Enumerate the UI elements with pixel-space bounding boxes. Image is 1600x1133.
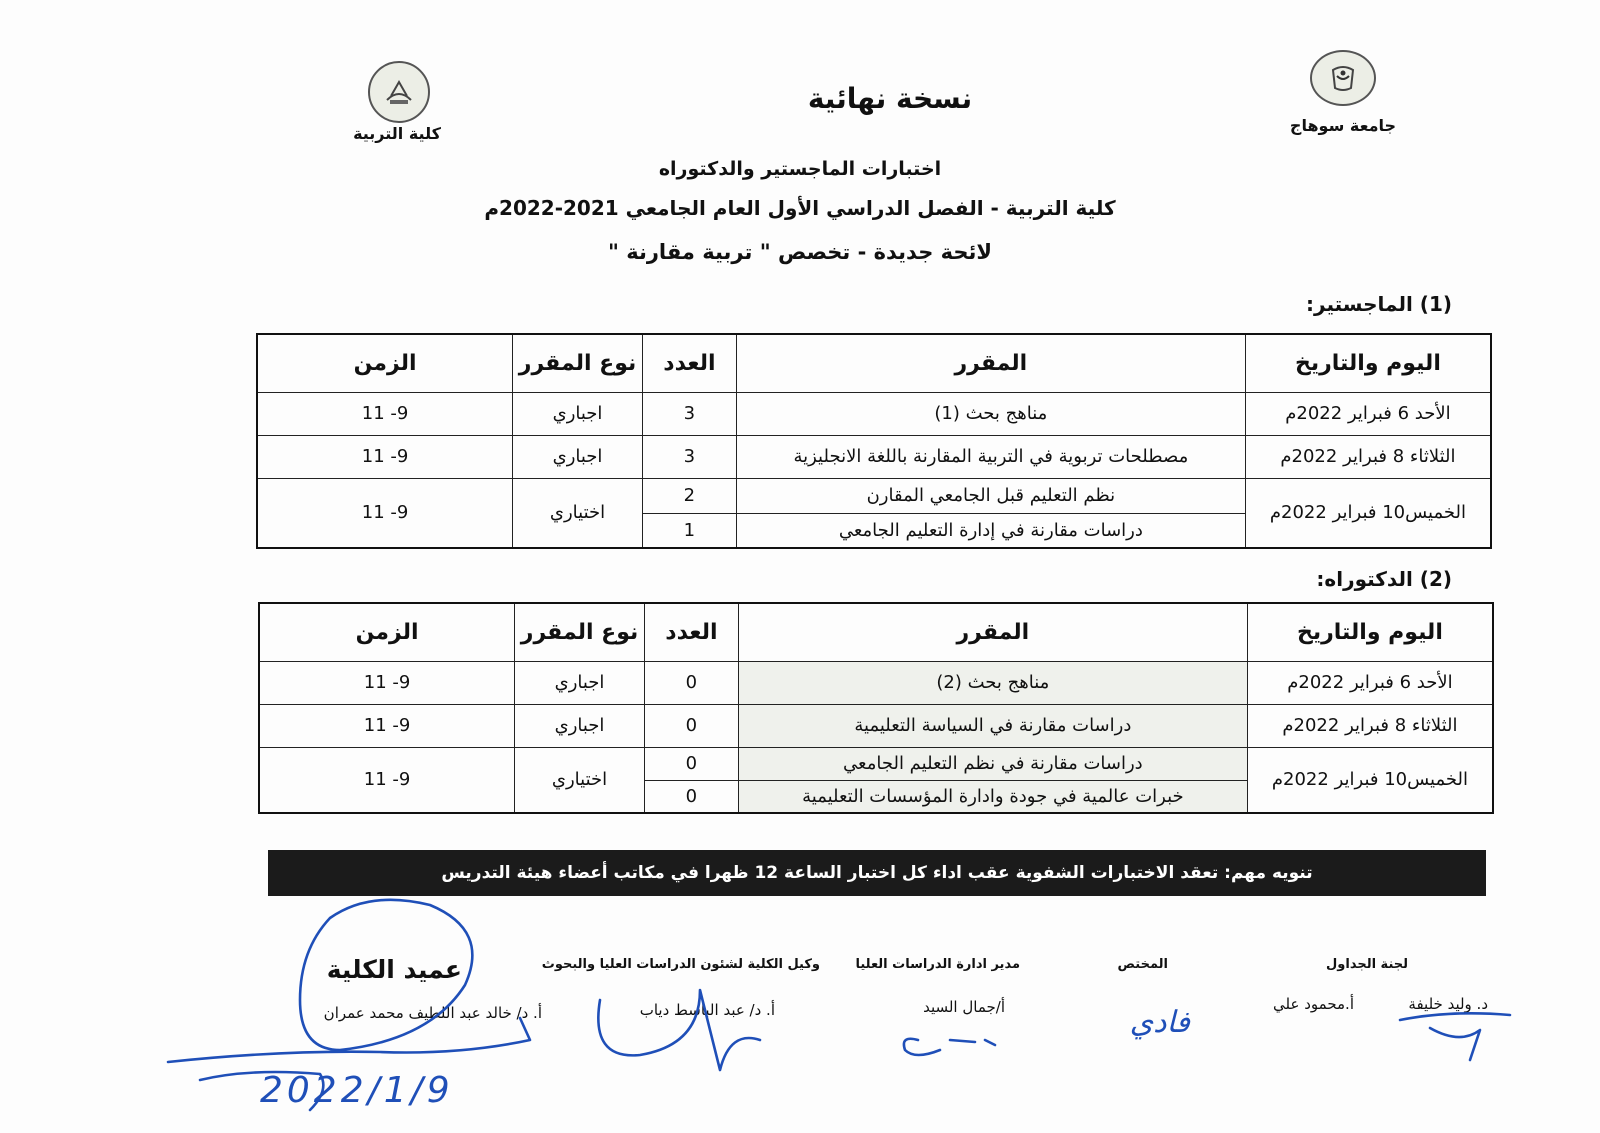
dean-title: عميد الكلية xyxy=(326,955,462,984)
exam-date: الخميس10 فبراير 2022م xyxy=(1247,747,1493,813)
course-type: اجباري xyxy=(515,661,645,704)
grad-director-name: أ/جمال السيد xyxy=(923,998,1005,1016)
specialty-line: لائحة جديدة - تخصص " تربية مقارنة " xyxy=(607,240,993,264)
exam-title: اختبارات الماجستير والدكتوراه xyxy=(658,158,942,180)
final-copy-label: نسخة نهائية xyxy=(807,82,973,115)
header-type: نوع المقرر xyxy=(515,603,645,661)
specialist-title: المختص xyxy=(1117,957,1168,972)
course-name: مناهج بحث (2) xyxy=(738,661,1247,704)
exam-time: 9- 11 xyxy=(259,747,515,813)
grad-director-title: مدير ادارة الدراسات العليا xyxy=(855,957,1020,972)
masters-section-title: (1) الماجستير: xyxy=(1306,292,1452,316)
student-count: 0 xyxy=(644,780,738,813)
faculty-logo-caption: كلية التربية xyxy=(353,124,441,143)
course-type: اختياري xyxy=(515,747,645,813)
header-date: اليوم والتاريخ xyxy=(1245,334,1491,392)
course-type: اجباري xyxy=(513,435,643,478)
notice-text: تنويه مهم: تعقد الاختبارات الشفوية عقب اداء كل اختبار الساعة 12 ظهرا في مكاتب أعضاء هيئة التدريس xyxy=(441,863,1313,883)
student-count: 0 xyxy=(644,704,738,747)
dean-signature-sweep xyxy=(168,1018,530,1062)
student-count: 1 xyxy=(642,513,736,548)
course-type: اجباري xyxy=(513,392,643,435)
course-name: نظم التعليم قبل الجامعي المقارن xyxy=(736,478,1245,513)
course-name: خبرات عالمية في جودة وادارة المؤسسات التعليمية xyxy=(738,780,1247,813)
student-count: 3 xyxy=(642,392,736,435)
header-count: العدد xyxy=(642,334,736,392)
dean-signature-loop xyxy=(300,900,472,1050)
student-count: 0 xyxy=(644,661,738,704)
course-name: مناهج بحث (1) xyxy=(736,392,1245,435)
exam-date: الثلاثاء 8 فبراير 2022م xyxy=(1247,704,1493,747)
university-logo-caption: جامعة سوهاج xyxy=(1289,116,1397,135)
committee-member-2: أ.محمود علي xyxy=(1273,995,1354,1013)
vice-dean-name: أ. د/ عبد الباسط دياب xyxy=(639,1001,775,1019)
exam-date: الثلاثاء 8 فبراير 2022م xyxy=(1245,435,1491,478)
student-count: 2 xyxy=(642,478,736,513)
header-course: المقرر xyxy=(738,603,1247,661)
exam-date: الأحد 6 فبراير 2022م xyxy=(1247,661,1493,704)
header-date: اليوم والتاريخ xyxy=(1247,603,1493,661)
student-count: 3 xyxy=(642,435,736,478)
exam-time: 9- 11 xyxy=(259,704,515,747)
exam-time: 9- 11 xyxy=(257,478,513,548)
course-name: دراسات مقارنة في إدارة التعليم الجامعي xyxy=(736,513,1245,548)
handwritten-date: 2022/1/9 xyxy=(260,1070,454,1111)
exam-time: 9- 11 xyxy=(257,435,513,478)
committee-title: لجنة الجداول xyxy=(1326,957,1408,972)
committee-signature xyxy=(1400,1013,1510,1060)
student-count: 0 xyxy=(644,747,738,780)
course-name: مصطلحات تربوية في التربية المقارنة باللغة الانجليزية xyxy=(736,435,1245,478)
exam-date: الأحد 6 فبراير 2022م xyxy=(1245,392,1491,435)
committee-member-1: د. وليد خليفة xyxy=(1408,995,1488,1013)
exam-time: 9- 11 xyxy=(257,392,513,435)
header-type: نوع المقرر xyxy=(513,334,643,392)
specialist-signature-text: فادي xyxy=(1129,1005,1190,1040)
exam-time: 9- 11 xyxy=(259,661,515,704)
header-time: الزمن xyxy=(259,603,515,661)
header-time: الزمن xyxy=(257,334,513,392)
doctorate-section-title: (2) الدكتوراه: xyxy=(1316,567,1452,591)
vice-dean-title: وكيل الكلية لشئون الدراسات العليا والبحوث xyxy=(541,957,820,972)
grad-director-signature xyxy=(904,1039,995,1055)
header-count: العدد xyxy=(644,603,738,661)
semester-line: كلية التربية - الفصل الدراسي الأول العام الجامعي 2021-2022م xyxy=(484,196,1116,220)
exam-date: الخميس10 فبراير 2022م xyxy=(1245,478,1491,548)
course-type: اجباري xyxy=(515,704,645,747)
vice-dean-signature xyxy=(598,990,760,1070)
course-name: دراسات مقارنة في السياسة التعليمية xyxy=(738,704,1247,747)
course-name: دراسات مقارنة في نظم التعليم الجامعي xyxy=(738,747,1247,780)
dean-name: أ. د/ خالد عبد اللطيف محمد عمران xyxy=(323,1004,542,1022)
course-type: اختياري xyxy=(513,478,643,548)
dean-signature-flourish xyxy=(200,1072,323,1110)
header-course: المقرر xyxy=(736,334,1245,392)
